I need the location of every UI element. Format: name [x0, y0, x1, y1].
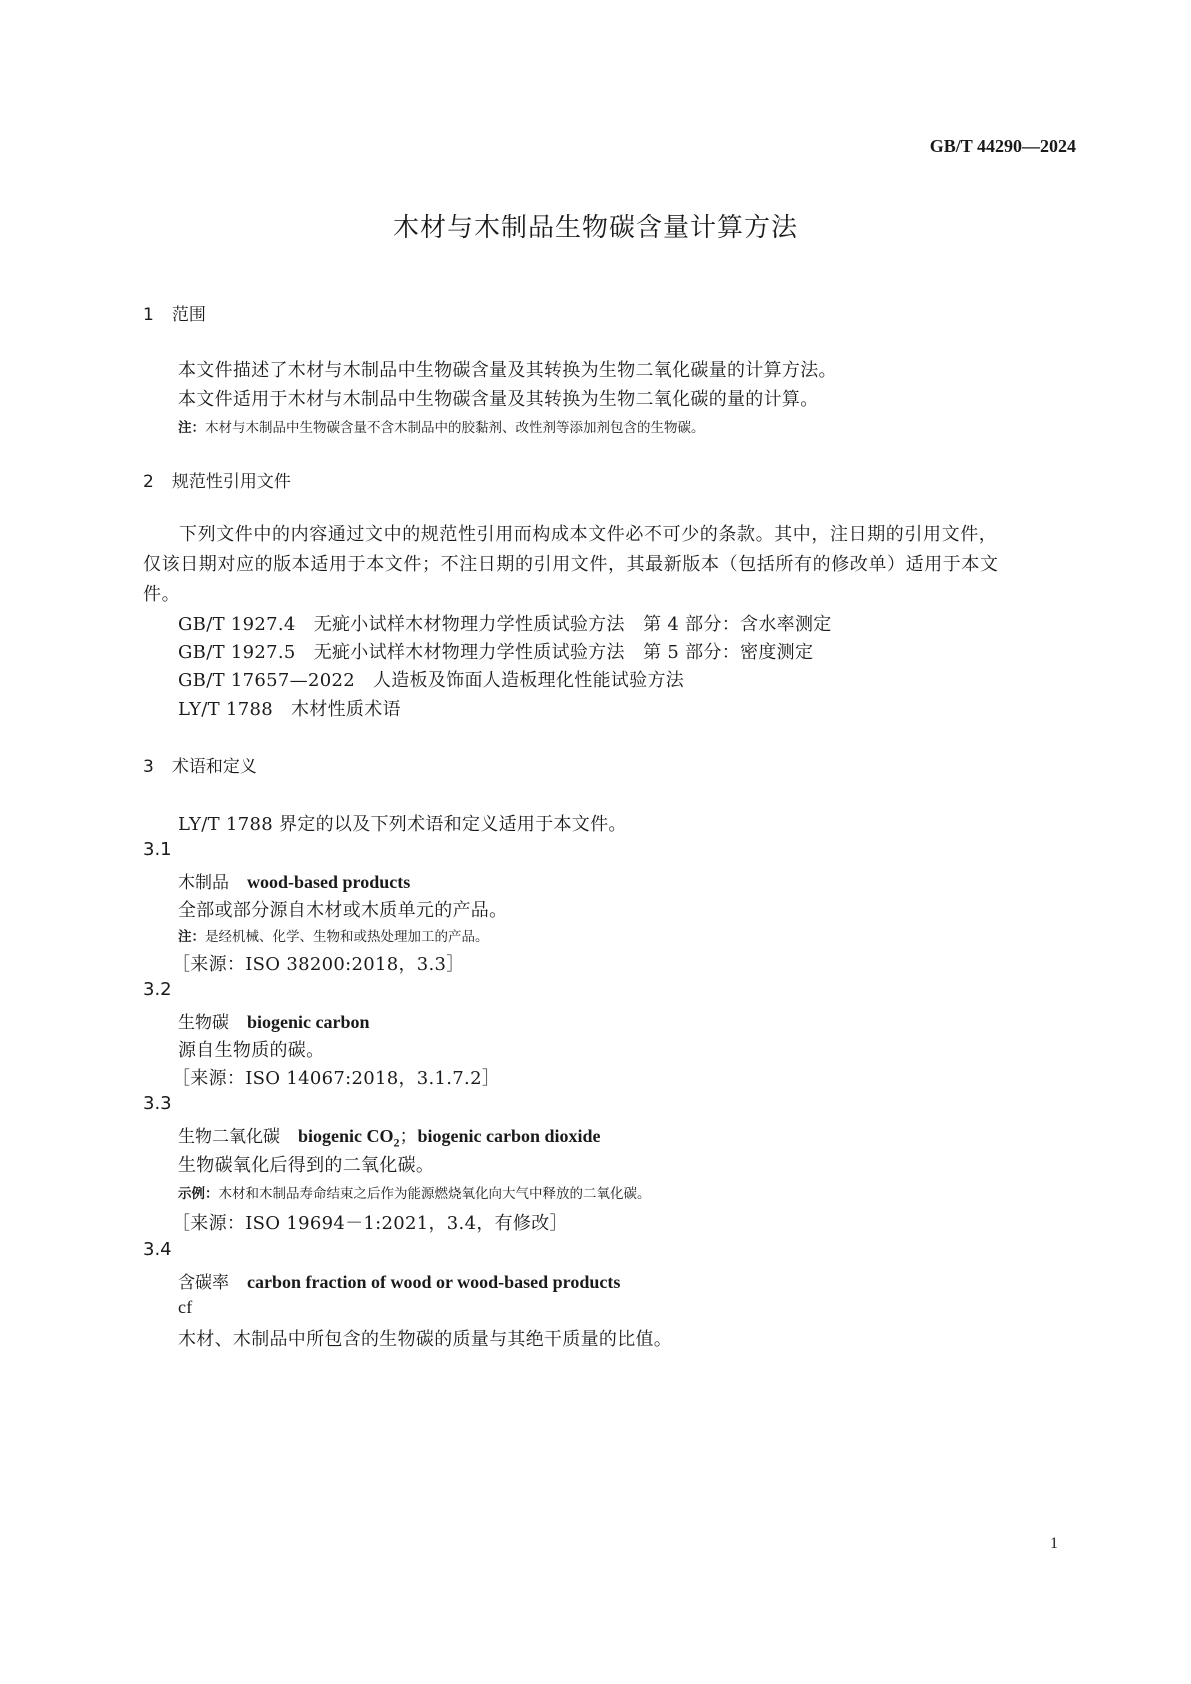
term-source: ［来源：ISO 38200:2018，3.3］	[172, 954, 465, 975]
scope-note	[178, 416, 705, 436]
term-definition: 木材、木制品中所包含的生物碳的质量与其绝干质量的比值。	[178, 1329, 673, 1350]
section-number: 1	[143, 305, 154, 325]
reference-title: 无疵小试样木材物理力学性质试验方法 第 5 部分：密度测定	[313, 642, 814, 663]
reference-item	[178, 638, 813, 664]
reference-item	[178, 666, 684, 692]
section-title: 范围	[171, 305, 206, 325]
term-name-en: biogenic carbon	[247, 1012, 370, 1032]
term-heading	[178, 1008, 370, 1033]
term-source: ［来源：ISO 19694－1:2021，3.4，有修改］	[172, 1213, 568, 1234]
note-label: 注：	[178, 929, 205, 945]
note-label: 注：	[178, 420, 205, 436]
section-title: 规范性引用文件	[171, 472, 291, 492]
example-label: 示例：	[178, 1186, 219, 1202]
term-heading	[178, 1122, 601, 1151]
term-number: 3.2	[143, 979, 172, 1000]
reference-code: LY/T 1788	[178, 699, 273, 720]
page-number: 1	[1050, 1535, 1058, 1552]
scope-paragraph-1: 本文件描述了木材与木制品中生物碳含量及其转换为生物二氧化碳量的计算方法。	[178, 360, 837, 381]
term-name-zh: 生物二氧化碳	[178, 1127, 280, 1147]
term-definition: 全部或部分源自木材或木质单元的产品。	[178, 900, 508, 921]
references-intro: 下列文件中的内容通过文中的规范性引用而构成本文件必不可少的条款。其中，注日期的引用文件，仅该日期对应的版本适用于本文件；不注日期的引用文件，其最新版本（包括所有的修改单）适用于本文件。	[143, 524, 999, 605]
term-name-zh: 木制品	[178, 873, 229, 893]
reference-title: 木材性质术语	[291, 699, 401, 720]
term-name-en: biogenic $CO_2$；biogenic carbon dioxide	[298, 1126, 601, 1150]
section-1-heading	[143, 300, 206, 325]
term-name-zh: 生物碳	[178, 1013, 229, 1033]
example-text: 木材和木制品寿命结束之后作为能源燃烧氧化向大气中释放的二氧化碳。	[218, 1186, 651, 1202]
term-source: ［来源：ISO 14067:2018，3.1.7.2］	[172, 1068, 501, 1089]
document-title: 木材与木制品生物碳含量计算方法	[392, 213, 798, 243]
section-2-heading	[143, 467, 291, 492]
term-number: 3.3	[143, 1093, 172, 1114]
reference-title: 人造板及饰面人造板理化性能试验方法	[372, 670, 685, 691]
term-name-en: wood-based products	[247, 872, 411, 892]
reference-item	[178, 695, 401, 721]
standard-code: GB/T 44290—2024	[929, 136, 1076, 156]
reference-item	[178, 610, 832, 636]
reference-title: 无疵小试样木材物理力学性质试验方法 第 4 部分：含水率测定	[313, 614, 832, 635]
reference-code: GB/T 1927.5	[178, 642, 296, 663]
terms-intro: LY/T 1788 界定的以及下列术语和定义适用于本文件。	[178, 814, 627, 835]
term-definition: 生物碳氧化后得到的二氧化碳。	[178, 1155, 435, 1176]
section-3-heading	[143, 752, 257, 777]
term-name-zh: 含碳率	[178, 1273, 229, 1293]
reference-code: GB/T 1927.4	[178, 614, 296, 635]
term-example	[178, 1182, 651, 1202]
term-symbol: cf	[178, 1297, 193, 1317]
scope-paragraph-2: 本文件适用于木材与木制品中生物碳含量及其转换为生物二氧化碳的量的计算。	[178, 389, 819, 410]
term-heading	[178, 1268, 620, 1293]
section-number: 3	[143, 757, 154, 777]
note-text: 是经机械、化学、生物和或热处理加工的产品。	[205, 929, 489, 945]
section-title: 术语和定义	[171, 757, 257, 777]
section-number: 2	[143, 472, 154, 492]
term-note	[178, 925, 489, 945]
term-definition: 源自生物质的碳。	[178, 1040, 325, 1061]
term-heading	[178, 868, 410, 893]
term-number: 3.1	[143, 839, 172, 860]
term-name-en: carbon fraction of wood or wood-based products	[247, 1272, 621, 1292]
term-number: 3.4	[143, 1239, 172, 1260]
note-text: 木材与木制品中生物碳含量不含木制品中的胶黏剂、改性剂等添加剂包含的生物碳。	[205, 420, 705, 436]
reference-code: GB/T 17657—2022	[178, 670, 355, 691]
